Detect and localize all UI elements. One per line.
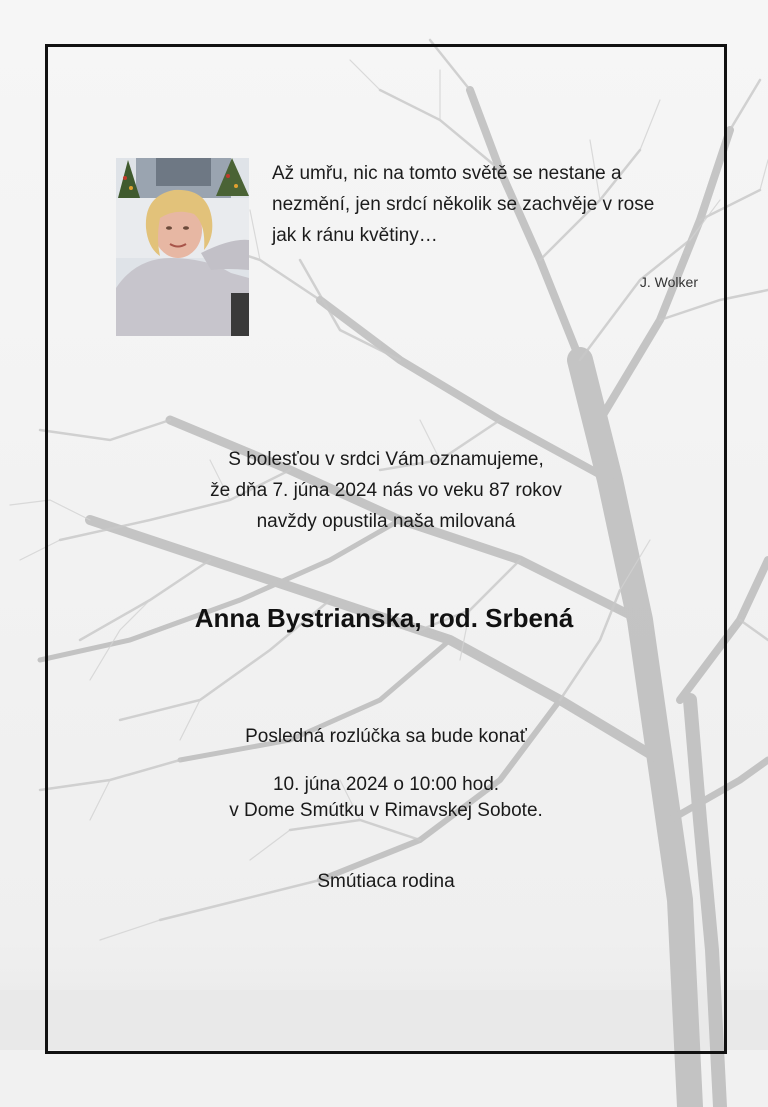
farewell-intro: Posledná rozlúčka sa bude konať (245, 726, 527, 747)
announcement-line: že dňa 7. júna 2024 nás vo veku 87 rokov (210, 480, 562, 501)
funeral-date-time: 10. júna 2024 o 10:00 hod. (272, 774, 500, 795)
funeral-details (48, 772, 724, 824)
quote-line: jak k ránu květiny… (272, 225, 438, 246)
quote-author: J. Wolker (639, 274, 698, 290)
announcement (48, 444, 724, 537)
quote-line: Až umřu, nic na tomto světě se nestane a (272, 163, 622, 184)
announcement-line: navždy opustila naša milovaná (256, 511, 516, 532)
family-signature: Smútiaca rodina (317, 871, 455, 892)
announcement-line: S bolesťou v srdci Vám oznamujeme, (228, 449, 544, 470)
deceased-name: Anna Bystrianska, rod. Srbená (194, 603, 574, 633)
quote-line: nezmění, jen srdcí několik se zachvěje v rose (272, 194, 655, 215)
quote-text (272, 158, 712, 251)
portrait-photo (116, 158, 249, 336)
funeral-place: v Dome Smútku v Rimavskej Sobote. (229, 800, 543, 821)
